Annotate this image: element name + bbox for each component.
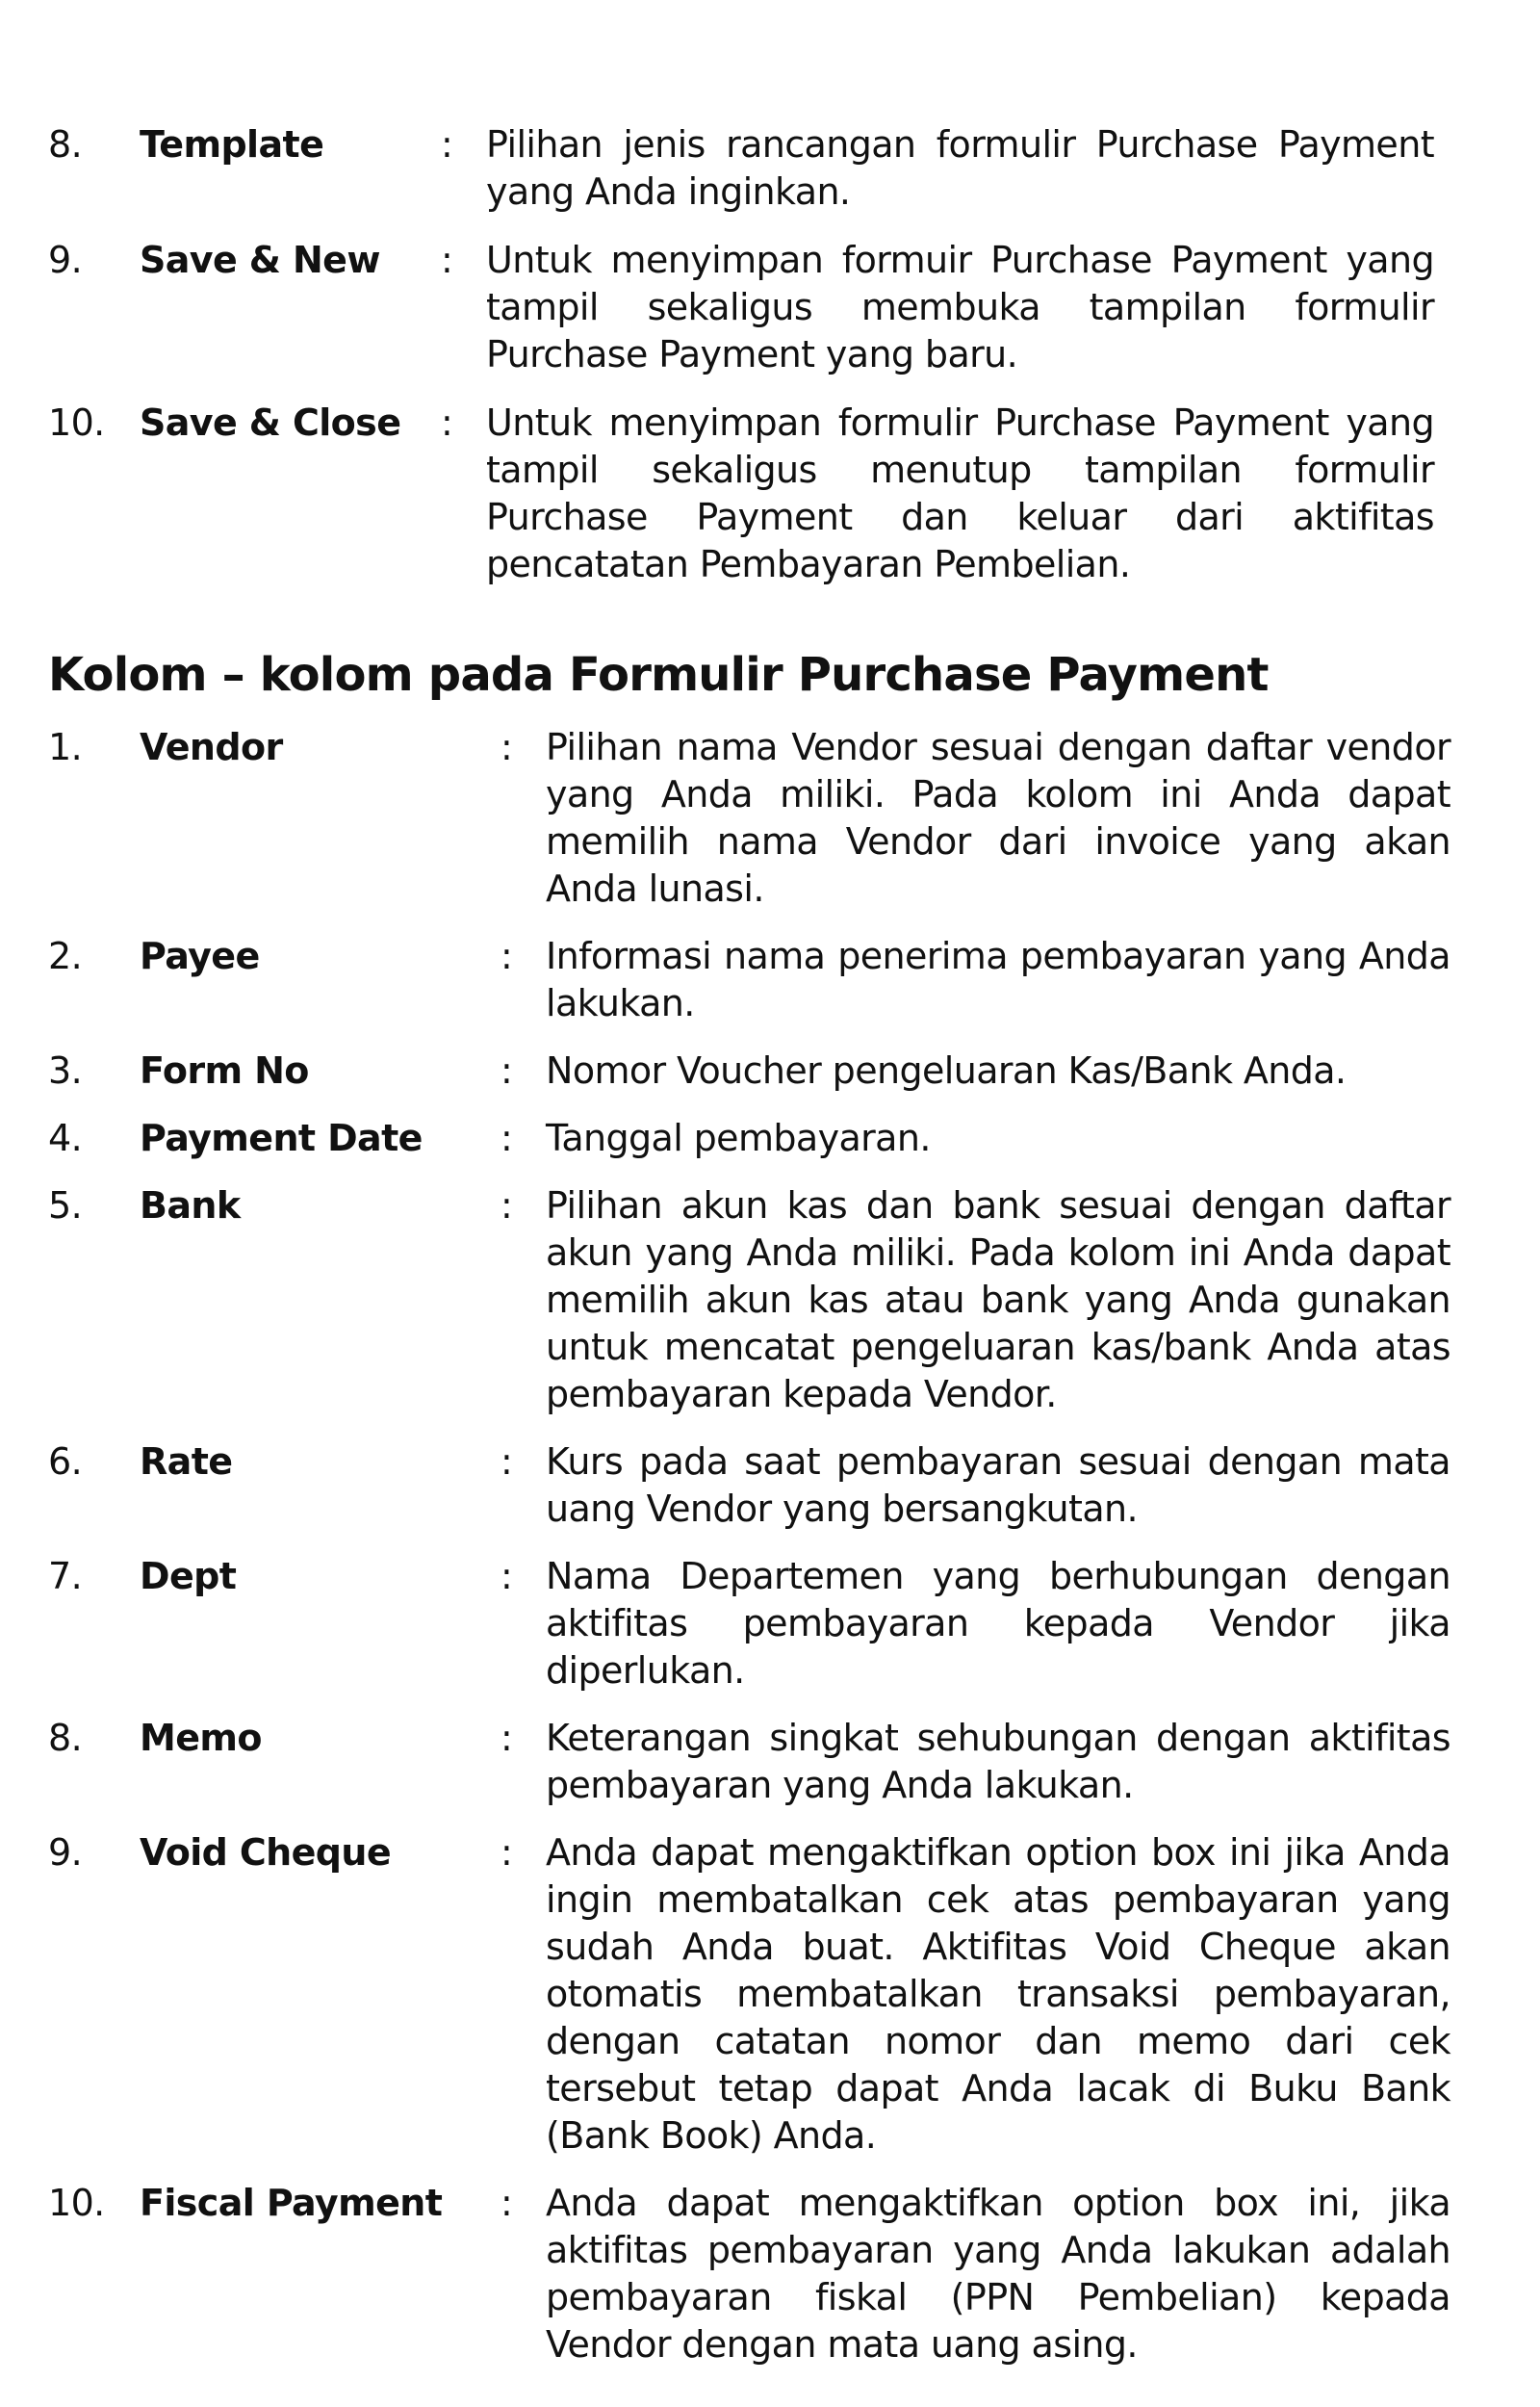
item-separator: :	[500, 1717, 513, 1759]
item-description: Kurs pada saat pembayaran sesuai dengan mata uang Vendor yang bersangkutan.	[546, 1440, 1450, 1530]
item-description: Untuk menyimpan formulir Purchase Payment yang tampil sekaligus menutup tampilan formulir Purchase Payment dan keluar dari aktifitas pencatatan Pembayaran Pembelian.	[486, 401, 1434, 585]
list-item-memo	[48, 1715, 1450, 1809]
item-number: 9.	[48, 1831, 83, 1874]
list-item-save-close	[48, 400, 1434, 588]
item-number: 7.	[48, 1555, 83, 1597]
item-label: Memo	[140, 1717, 262, 1759]
item-label: Bank	[140, 1184, 241, 1227]
item-label: Payment Date	[140, 1117, 423, 1159]
item-label: Save & New	[140, 239, 380, 281]
item-separator: :	[500, 1117, 513, 1159]
list-item-payee	[48, 933, 1450, 1027]
item-number: 9.	[48, 239, 83, 281]
item-description: Informasi nama penerima pembayaran yang Anda lakukan.	[546, 935, 1450, 1024]
item-separator: :	[500, 2182, 513, 2224]
item-separator: :	[500, 726, 513, 768]
item-separator: :	[500, 1049, 513, 1092]
item-number: 1.	[48, 726, 83, 768]
item-number: 3.	[48, 1049, 83, 1092]
list-item-fiscal-payment	[48, 2180, 1450, 2368]
item-number: 2.	[48, 935, 83, 977]
item-description: Tanggal pembayaran.	[546, 1117, 931, 1159]
item-number: 4.	[48, 1117, 83, 1159]
item-separator: :	[441, 401, 453, 444]
list-item-save-new	[48, 237, 1434, 378]
item-label: Vendor	[140, 726, 283, 768]
item-description: Nomor Voucher pengeluaran Kas/Bank Anda.	[546, 1049, 1347, 1092]
button-description-list	[48, 121, 1434, 609]
list-item-dept	[48, 1553, 1450, 1695]
item-number: 6.	[48, 1440, 83, 1483]
item-description: Nama Departemen yang berhubungan dengan aktifitas pembayaran kepada Vendor jika diperlukan.	[546, 1555, 1450, 1692]
item-separator: :	[441, 123, 453, 166]
item-separator: :	[500, 1184, 513, 1227]
field-description-list	[48, 724, 1450, 2389]
item-separator: :	[500, 1831, 513, 1874]
item-label: Form No	[140, 1049, 309, 1092]
item-label: Save & Close	[140, 401, 401, 444]
list-item-template	[48, 121, 1434, 216]
item-label: Fiscal Payment	[140, 2182, 443, 2224]
list-item-bank	[48, 1182, 1450, 1418]
list-item-void-cheque	[48, 1829, 1450, 2160]
item-label: Dept	[140, 1555, 237, 1597]
list-item-rate	[48, 1438, 1450, 1533]
item-number: 10.	[48, 401, 105, 444]
item-separator: :	[500, 1440, 513, 1483]
list-item-vendor	[48, 724, 1450, 913]
item-separator: :	[441, 239, 453, 281]
list-item-form-no	[48, 1048, 1450, 1095]
item-label: Template	[140, 123, 324, 166]
item-label: Rate	[140, 1440, 233, 1483]
item-number: 10.	[48, 2182, 105, 2224]
item-description: Pilihan nama Vendor sesuai dengan daftar vendor yang Anda miliki. Pada kolom ini Anda dapat memilih nama Vendor dari invoice yang akan Anda lunasi.	[546, 726, 1450, 910]
item-description: Keterangan singkat sehubungan dengan aktifitas pembayaran yang Anda lakukan.	[546, 1717, 1450, 1806]
item-description: Pilihan akun kas dan bank sesuai dengan daftar akun yang Anda miliki. Pada kolom ini Anda dapat memilih akun kas atau bank yang Anda gunakan untuk mencatat pengeluaran kas/bank Anda atas pembayaran kepada Vendor.	[546, 1184, 1450, 1415]
item-label: Payee	[140, 935, 260, 977]
section-heading: Kolom – kolom pada Formulir Purchase Payment	[48, 648, 1269, 702]
list-item-payment-date	[48, 1115, 1450, 1162]
item-description: Pilihan jenis rancangan formulir Purchase Payment yang Anda inginkan.	[486, 123, 1434, 213]
item-description: Anda dapat mengaktifkan option box ini, jika aktifitas pembayaran yang Anda lakukan adalah pembayaran fiskal (PPN Pembelian) kepada Vendor dengan mata uang asing.	[546, 2182, 1450, 2366]
item-number: 5.	[48, 1184, 83, 1227]
item-separator: :	[500, 1555, 513, 1597]
item-number: 8.	[48, 1717, 83, 1759]
item-number: 8.	[48, 123, 83, 166]
item-description: Untuk menyimpan formuir Purchase Payment yang tampil sekaligus membuka tampilan formulir Purchase Payment yang baru.	[486, 239, 1434, 375]
item-description: Anda dapat mengaktifkan option box ini jika Anda ingin membatalkan cek atas pembayaran yang sudah Anda buat. Aktifitas Void Cheque akan otomatis membatalkan transaksi pembayaran, dengan catatan nomor dan memo dari cek tersebut tetap dapat Anda lacak di Buku Bank (Bank Book) Anda.	[546, 1831, 1450, 2157]
item-label: Void Cheque	[140, 1831, 392, 1874]
item-separator: :	[500, 935, 513, 977]
